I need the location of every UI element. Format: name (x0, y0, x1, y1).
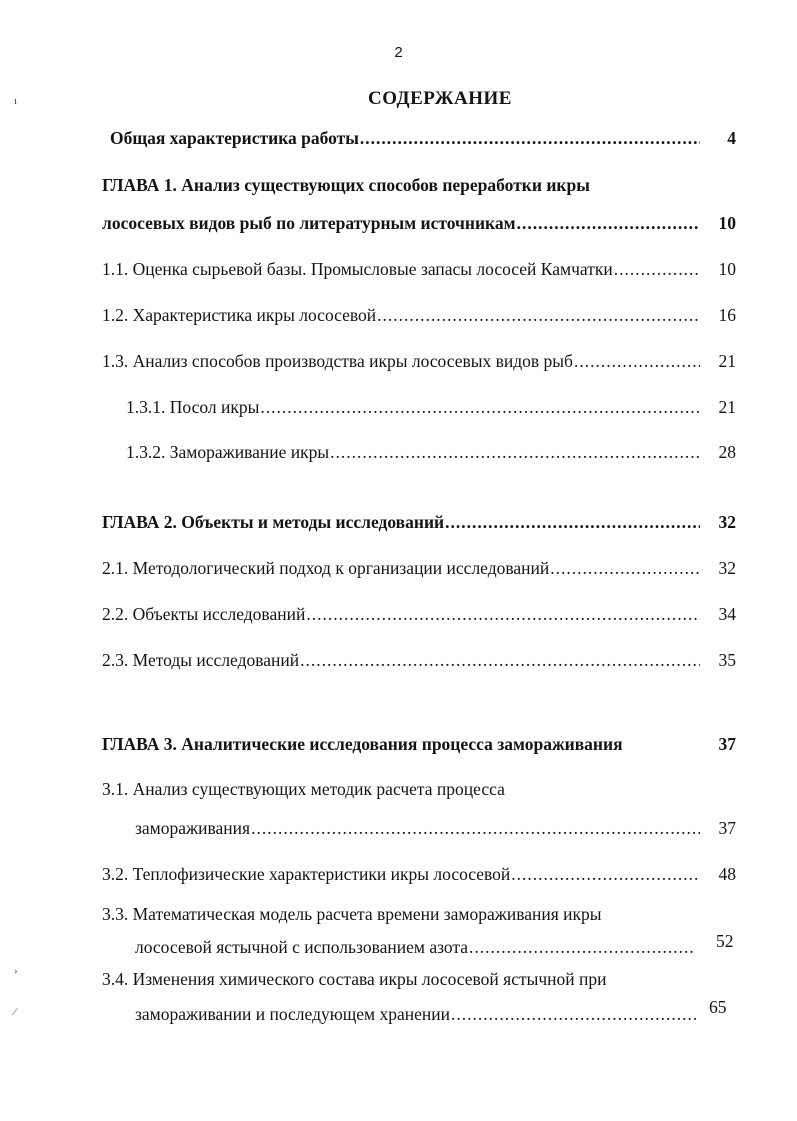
toc-entry-ch1-line1: ГЛАВА 1. Анализ существующих способов переработки икры (102, 175, 590, 195)
toc-entry-text: 3.2. Теплофизические характеристики икры лососевой (102, 864, 511, 884)
toc-page-number: 10 (718, 213, 736, 233)
toc-leader-dots (300, 649, 700, 671)
toc-page-number: 21 (718, 351, 736, 371)
toc-leader-dots (360, 127, 700, 149)
toc-entry-text: ГЛАВА 2. Объекты и методы исследований (102, 512, 445, 532)
toc-entry-text: ГЛАВА 3. Аналитические исследования процесса замораживания (102, 734, 623, 754)
toc-entry-ch3[interactable] (102, 733, 736, 755)
toc-entry-3-1[interactable] (135, 817, 736, 839)
toc-entry-text: замораживании и последующем хранении (135, 1004, 450, 1024)
toc-entry-1-3[interactable] (102, 350, 736, 372)
toc-leader-dots (445, 511, 700, 533)
toc-entry-text: 1.3.1. Посол икры (126, 397, 260, 417)
toc-page-number: 4 (727, 128, 736, 148)
toc-entry-text: 1.3.2. Замораживание икры (126, 442, 330, 462)
toc-entry-1-1[interactable] (102, 258, 736, 280)
scan-speck-mark: › (14, 965, 18, 977)
toc-page-number: 32 (718, 512, 736, 532)
scan-speck-mark: ⁄ (14, 1006, 16, 1018)
toc-page-number: 34 (718, 604, 736, 624)
toc-entry-2-3[interactable] (102, 649, 736, 671)
toc-page-number-3-3: 52 (716, 931, 734, 951)
toc-page-number: 28 (718, 442, 736, 462)
toc-page-number: 10 (718, 259, 736, 279)
toc-entry-text: 1.3. Анализ способов производства икры лососевых видов рыб (102, 351, 573, 371)
toc-entry-3-1-line1: 3.1. Анализ существующих методик расчета процесса (102, 779, 505, 799)
toc-entry-ch1[interactable] (102, 212, 736, 234)
toc-entry-general[interactable] (110, 127, 736, 149)
toc-leader-dots (574, 350, 700, 372)
toc-page-number: 35 (718, 650, 736, 670)
toc-entry-3-3[interactable] (135, 936, 695, 958)
toc-entry-text: 2.1. Методологический подход к организации исследований (102, 558, 550, 578)
toc-entry-1-2[interactable] (102, 304, 736, 326)
toc-page-number: 37 (718, 818, 736, 838)
toc-entry-ch2[interactable] (102, 511, 736, 533)
toc-entry-3-4[interactable] (135, 1003, 699, 1025)
toc-leader-dots (330, 441, 700, 463)
toc-leader-dots (377, 304, 700, 326)
toc-page-number: 21 (718, 397, 736, 417)
toc-leader-dots (614, 258, 700, 280)
toc-leader-dots (511, 863, 700, 885)
toc-entry-3-4-line1: 3.4. Изменения химического состава икры лососевой ястычной при (102, 969, 607, 989)
toc-page-number: 37 (718, 734, 736, 754)
toc-leader-dots (550, 557, 700, 579)
page-number: 2 (394, 44, 403, 61)
toc-page-number: 16 (718, 305, 736, 325)
toc-leader-dots (469, 936, 695, 958)
toc-title: СОДЕРЖАНИЕ (368, 88, 512, 109)
toc-leader-dots (306, 603, 700, 625)
toc-page-number: 32 (718, 558, 736, 578)
toc-entry-text: лососевых видов рыб по литературным источникам (102, 213, 516, 233)
toc-entry-2-1[interactable] (102, 557, 736, 579)
toc-entry-text: 2.2. Объекты исследований (102, 604, 306, 624)
toc-leader-dots (260, 396, 700, 418)
toc-entry-1-3-2[interactable] (126, 441, 736, 463)
toc-entry-2-2[interactable] (102, 603, 736, 625)
toc-entry-3-3-line1: 3.3. Математическая модель расчета времени замораживания икры (102, 904, 602, 924)
toc-entry-text: 1.1. Оценка сырьевой базы. Промысловые запасы лососей Камчатки (102, 259, 613, 279)
toc-leader-dots (251, 817, 700, 839)
toc-leader-dots (451, 1003, 699, 1025)
toc-entry-text: лососевой ястычной с использованием азота (135, 937, 469, 957)
toc-entry-text: 2.3. Методы исследований (102, 650, 300, 670)
scan-speck-mark: ı (14, 95, 18, 107)
toc-page-number-3-4: 65 (709, 997, 727, 1017)
toc-entry-text: Общая характеристика работы (110, 128, 359, 148)
toc-entry-1-3-1[interactable] (126, 396, 736, 418)
toc-entry-3-2[interactable] (102, 863, 736, 885)
toc-leader-dots (517, 212, 700, 234)
toc-entry-text: 1.2. Характеристика икры лососевой (102, 305, 377, 325)
toc-entry-text: замораживания (135, 818, 251, 838)
toc-page-number: 48 (718, 864, 736, 884)
